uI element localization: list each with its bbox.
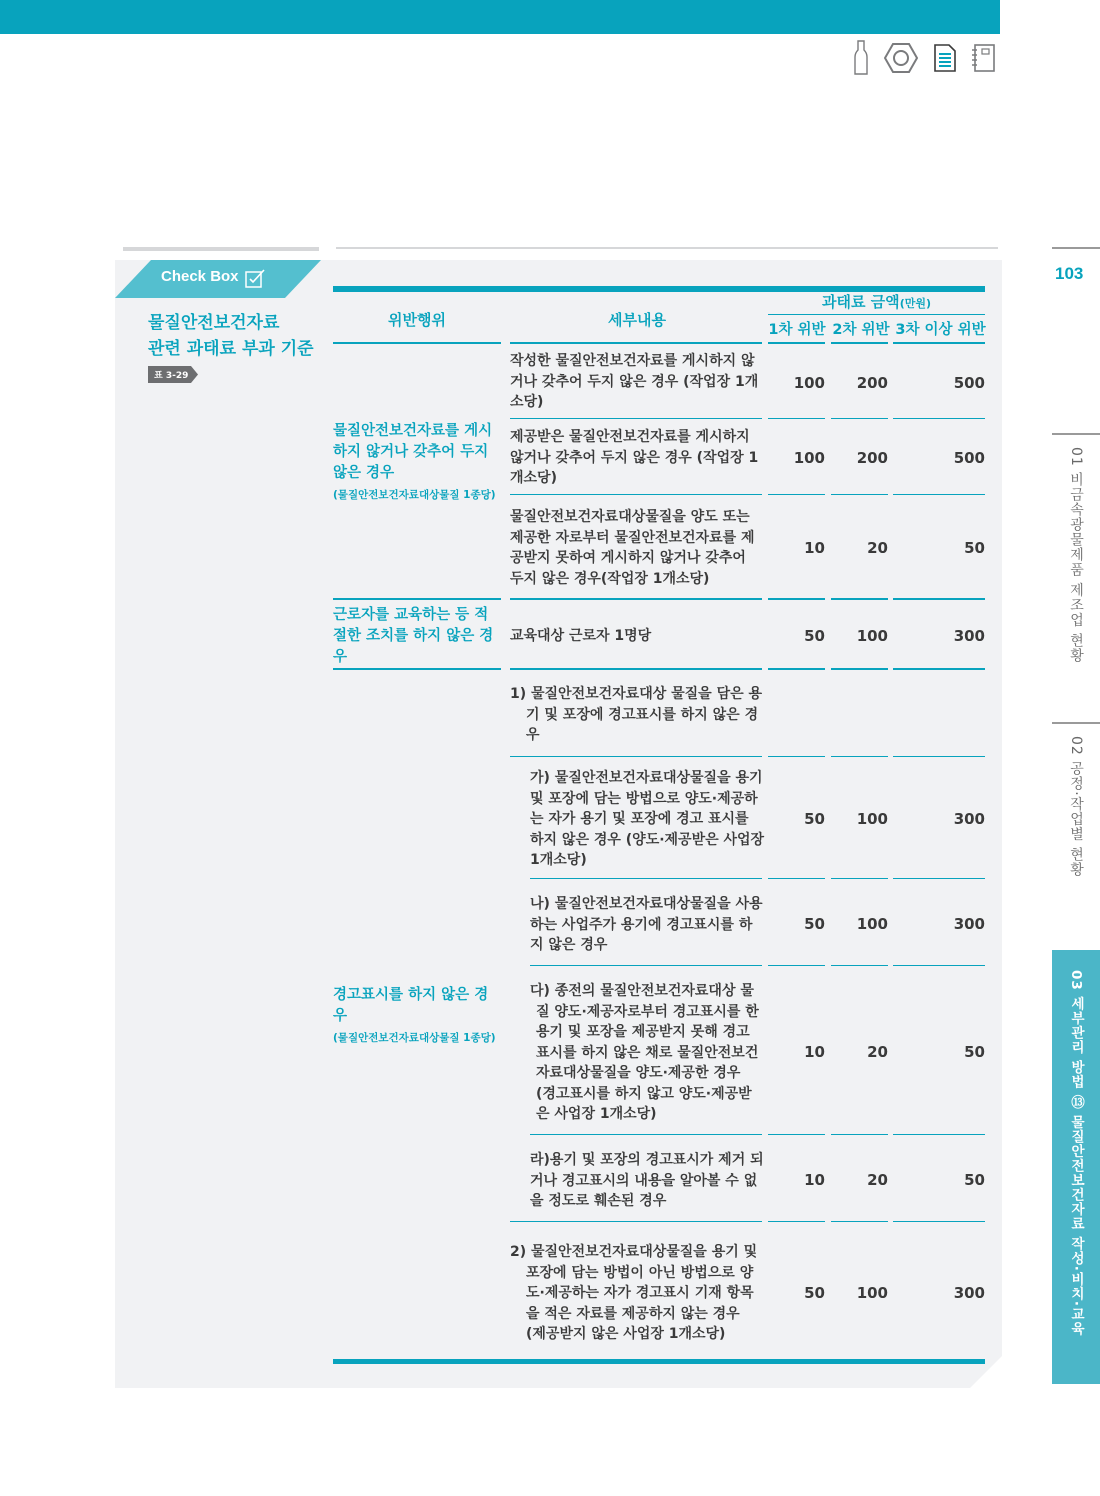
side-tab-label: 01 비금속광물제품 제조업 현황 [1068,447,1084,664]
fine-third: 300 [953,810,985,828]
row-rule [510,1221,762,1222]
side-tab-divider [1052,433,1100,435]
check-box-tab [115,260,321,298]
side-tab-label: 02 공정·작업별 현황 [1068,736,1084,878]
fine-second: 20 [867,539,888,557]
category-title: 경고표시를 하지 않은 경우 [333,987,489,1024]
table-number: 표 3-29 [154,371,189,381]
fine-third: 300 [953,627,985,645]
check-box-label: Check Box [161,268,239,285]
table-row-detail: 가) 물질안전보건자료대상물질을 용기 및 포장에 담는 방법으로 양도·제공하는 자가 용기 및 포장에 경고 표시를 하지 않은 경우 (양도·제공받은 사업장 1개소당) [530,770,765,868]
row-rule [768,668,825,670]
section-title-line1: 물질안전보건자료 [148,313,280,333]
row-rule [893,494,985,495]
fine-first: 50 [804,1284,825,1302]
header-fine-label: 과태료 금액 [822,293,900,311]
header-detail: 세부내용 [608,311,666,329]
side-tab-label: 03 세부관리 방법 ⑬ 물질안전보건자료 작성·비치·교육 [1068,970,1084,1337]
row-rule [831,494,888,495]
row-rule [893,1221,985,1222]
header-rule [831,342,888,344]
row-rule [768,494,825,495]
category-rule [333,668,501,670]
row-rule [530,1134,762,1135]
row-rule [831,756,888,757]
row-rule [893,756,985,757]
table-row-detail: 물질안전보건자료대상물질을 양도 또는 제공한 자로부터 물질안전보건자료를 제공받지 못하여 게시하지 않거나 갖추어 두지 않은 경우(작업장 1개소당) [510,509,755,587]
fine-third: 50 [964,539,985,557]
header-second: 2차 위반 [832,322,890,338]
fine-first: 100 [793,374,825,392]
divider-left [123,247,319,251]
row-rule [831,418,888,419]
fine-first: 50 [804,915,825,933]
fine-third: 500 [953,374,985,392]
header-violation: 위반행위 [388,311,446,329]
fine-second: 200 [856,374,888,392]
table-bottom-border [333,1359,985,1364]
header-rule [333,342,501,344]
row-rule [831,668,888,670]
section-title-line2: 관련 과태료 부과 기준 [148,339,314,359]
fine-third: 300 [953,1284,985,1302]
top-accent-bar [0,0,1000,34]
category-rule [333,598,501,600]
row-rule [893,1134,985,1135]
table-row-detail: 2) 물질안전보건자료대상물질을 용기 및 포장에 담는 방법이 아닌 방법으로 양도·제공하는 자가 경고표시 기재 항목을 적은 자료를 제공하지 않는 경우 (제공받지 않은 사업장 1개소당) [510,1244,758,1342]
row-rule [530,878,762,879]
fine-second: 20 [867,1043,888,1061]
header-fine-divider [768,314,985,315]
table-row-detail: 라)용기 및 포장의 경고표시가 제거 되거나 경고표시의 내용을 알아볼 수 없을 정도로 훼손된 경우 [530,1152,764,1209]
fine-second: 20 [867,1171,888,1189]
row-rule [768,1134,825,1135]
fine-third: 500 [953,449,985,467]
fine-third: 300 [953,915,985,933]
divider-right [336,247,998,249]
row-rule [510,598,762,600]
table-row-detail: 작성한 물질안전보건자료를 게시하지 않거나 갖추어 두지 않은 경우 (작업장 1개소당) [510,353,759,410]
notebook-icon [972,44,996,72]
header-third: 3차 이상 위반 [895,322,986,338]
fine-second: 100 [856,915,888,933]
table-row-detail: 나) 물질안전보건자료대상물질을 사용하는 사업주가 용기에 경고표시를 하지 않은 경우 [530,896,763,953]
row-rule [510,668,762,670]
header-fine [768,291,985,312]
fine-second: 100 [856,1284,888,1302]
row-rule [893,965,985,966]
row-rule [510,756,762,757]
row-rule [893,418,985,419]
fine-second: 100 [856,810,888,828]
row-rule [893,878,985,879]
header-rule [510,342,762,344]
header-fine-unit: (만원) [899,297,931,310]
row-rule [768,418,825,419]
row-rule [510,494,762,495]
checkbox-edit-icon [245,268,267,288]
fine-second: 100 [856,627,888,645]
fine-first: 10 [804,1171,825,1189]
row-rule [768,965,825,966]
row-rule [831,1221,888,1222]
header-first: 1차 위반 [768,322,826,338]
category-note: (물질안전보건자료대상물질 1종당) [333,1032,496,1044]
side-tab-03-active[interactable] [1052,950,1100,1384]
fine-third: 50 [964,1043,985,1061]
table-row-detail: 1) 물질안전보건자료대상 물질을 담은 용기 및 포장에 경고표시를 하지 않은 경우 [510,686,763,743]
page-number: 103 [1055,264,1084,283]
row-rule [768,1221,825,1222]
fine-first: 10 [804,1043,825,1061]
row-rule [831,598,888,600]
bottle-icon [854,40,868,76]
row-rule [831,1134,888,1135]
page-number-divider [1052,247,1100,249]
fine-first: 100 [793,449,825,467]
side-tab-01[interactable] [1052,433,1100,693]
header-rule [768,342,825,344]
row-rule [893,668,985,670]
category-title: 물질안전보건자료를 게시하지 않거나 갖추어 두지 않은 경우 [333,423,493,481]
nut-icon [884,42,918,74]
section-title [148,310,323,362]
table-row-detail: 제공받은 물질안전보건자료를 게시하지 않거나 갖추어 두지 않은 경우 (작업장 1개소당) [510,429,759,486]
table-number-badge [148,366,198,383]
row-rule [768,878,825,879]
fine-first: 50 [804,627,825,645]
header-rule [893,342,985,344]
fine-first: 50 [804,810,825,828]
table-row-detail: 다) 종전의 물질안전보건자료대상 물질 양도·제공자로부터 경고표시를 한 용기 및 포장을 제공받지 못해 경고 표시를 하지 않은 채로 물질안전보건 자료대상물질을 양도·제공한 경우 (경고표시를 하지 않고 양도·제공받은 사업장 1개소당) [530,983,759,1122]
row-rule [510,418,762,419]
table-row-detail: 교육대상 근로자 1명당 [510,628,652,644]
fine-first: 10 [804,539,825,557]
row-rule [893,598,985,600]
side-tab-02[interactable] [1052,722,1100,922]
header-icon-group [848,40,998,76]
row-rule [831,878,888,879]
row-rule [768,598,825,600]
document-icon [934,44,956,72]
row-rule [831,965,888,966]
category-title: 근로자를 교육하는 등 적절한 조치를 하지 않은 경우 [333,607,494,665]
category-3 [333,985,501,1049]
side-tab-divider [1052,722,1100,724]
fine-third: 50 [964,1171,985,1189]
fine-second: 200 [856,449,888,467]
category-1 [333,421,501,506]
row-rule [768,756,825,757]
row-rule [530,965,762,966]
category-2 [333,605,501,668]
category-note: (물질안전보건자료대상물질 1종당) [333,489,496,501]
